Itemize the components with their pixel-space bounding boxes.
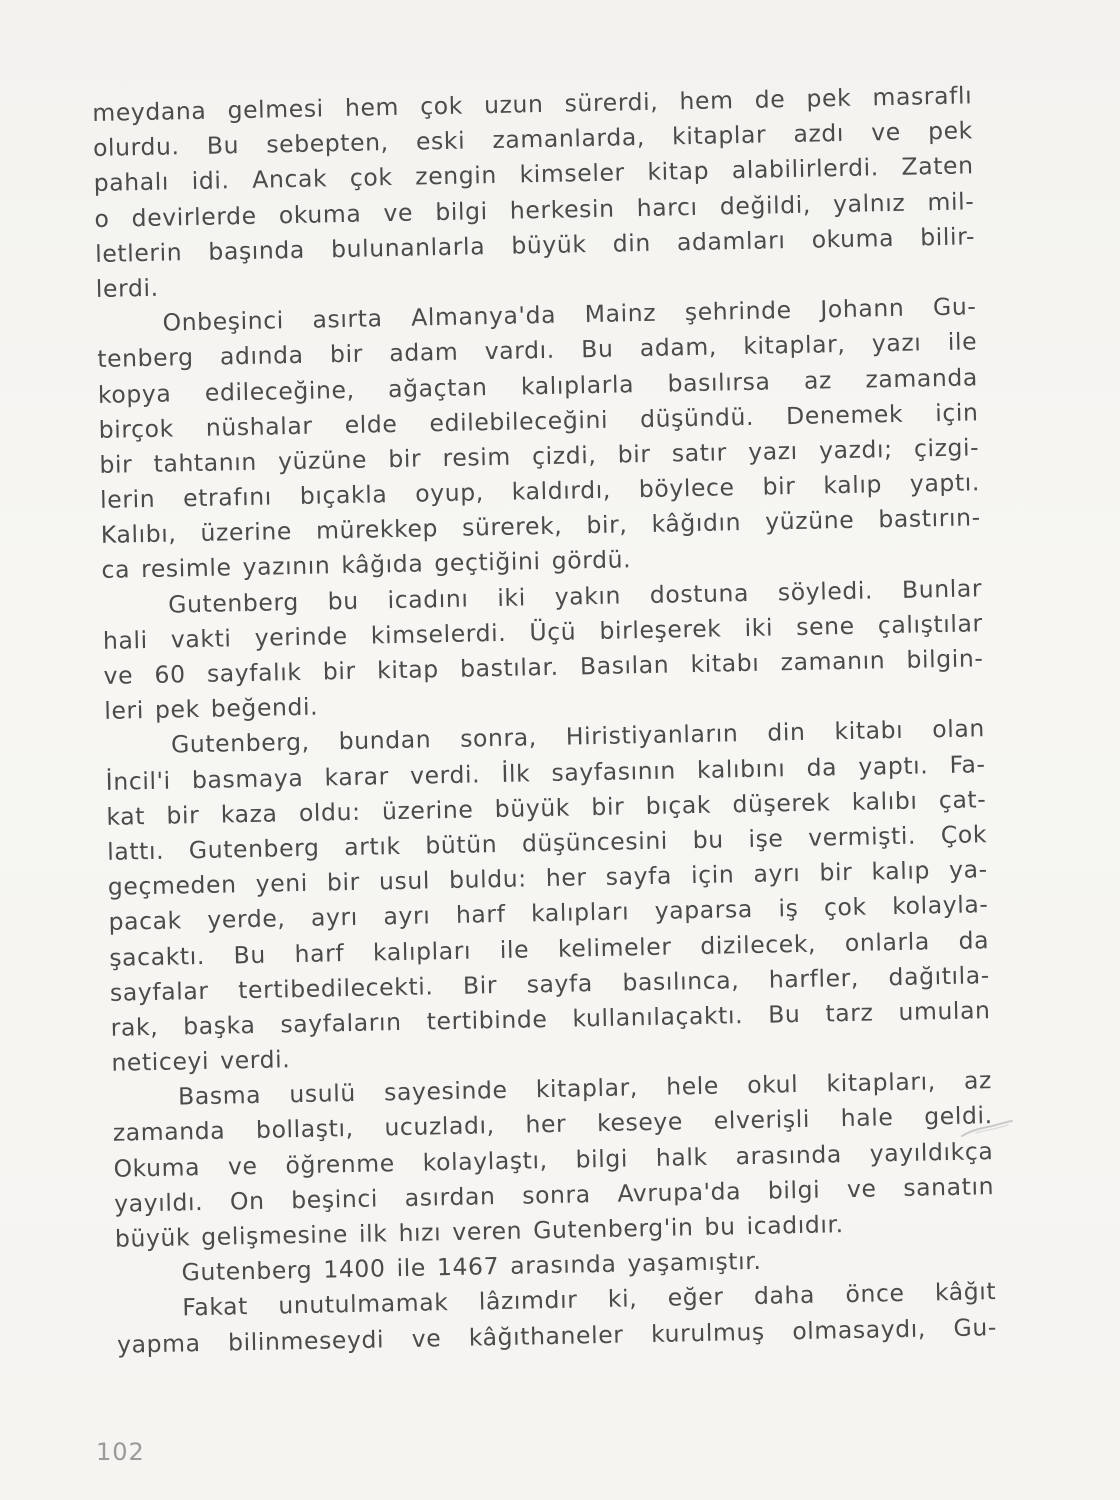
text-line: Okuma ve öğrenme kolaylaştı, bilgi halk arasında yayıldıkça [113, 1136, 994, 1183]
text-line: o devirlerde okuma ve bilgi herkesin harcı değildi, yalnız mil- [94, 186, 975, 233]
text-line: İncil'i basmaya karar verdi. İlk sayfasının kalıbını da yaptı. Fa- [105, 749, 986, 796]
text-line: yapma bilinmeseydi ve kâğıthaneler kurulmuş olmasaydı, Gu- [116, 1312, 998, 1359]
text-line: yayıldı. On beşinci asırdan sonra Avrupa'da bilgi ve sanatın [113, 1171, 995, 1218]
text-line: şacaktı. Bu harf kalıpları ile kelimeler dizilecek, onlarla da [109, 925, 990, 972]
text-line: kopya edileceğine, ağaçtan kalıplarla basılırsa az zamanda [97, 362, 979, 409]
text-line: rak, başka sayfaların tertibinde kullanılaçaktı. Bu tarz umulan [110, 996, 991, 1042]
text-line: birçok nüshalar elde edilebileceğini düşündü. Denemek için [98, 397, 979, 444]
text-line: lerdi. [95, 273, 159, 303]
text-line: Fakat unutulmamak lâzımdır ki, eğer daha önce kâğıt [182, 1277, 997, 1322]
text-line: Gutenberg 1400 ile 1467 arasında yaşamıştır. [181, 1246, 762, 1287]
text-line: büyük gelişmesine ilk hızı veren Gutenberg'in bu icadıdır. [114, 1210, 844, 1253]
text-line: tenberg adında bir adam vardı. Bu adam, kitaplar, yazı ile [97, 327, 978, 374]
text-line: leri pek beğendi. [104, 692, 319, 726]
text-line: geçmeden yeni bir usul buldu: her sayfa için ayrı bir kalıp ya- [107, 855, 988, 901]
text-line: ca resimle yazının kâğıda geçtiğini gördü. [101, 545, 632, 585]
text-line: hali vakti yerinde kimselerdi. Üçü birleşerek iki sene çalıştılar [102, 609, 984, 655]
text-line: Kalıbı, üzerine mürekkep sürerek, bir, kâğıdın yüzüne bastırın- [100, 503, 981, 550]
text-line: olurdu. Bu sebepten, eski zamanlarda, kitaplar azdı ve pek [92, 116, 974, 163]
text-line: sayfalar tertibedilecekti. Bir sayfa basılınca, harfler, dağıtıla- [109, 960, 991, 1007]
text-line: pacak yerde, ayrı ayrı harf kalıpları yaparsa iş çok kolayla- [108, 890, 989, 937]
text-line: ve 60 sayfalık bir kitap bastılar. Basılan kitabı zamanın bilgin- [103, 644, 984, 690]
body-text [92, 78, 997, 1362]
text-line: bir tahtanın yüzüne bir resim çizdi, bir satır yazı yazdı; çizgi- [99, 433, 980, 479]
text-line: letlerin başında bulunanlarla büyük din adamları okuma bilir- [94, 222, 976, 268]
text-line: Basma usulü sayesinde kitaplar, hele okul kitapları, az [177, 1066, 993, 1111]
text-line: pahalı idi. Ancak çok zengin kimseler kitap alabilirlerdi. Zaten [93, 151, 974, 198]
text-line: meydana gelmesi hem çok uzun sürerdi, hem de pek masraflı [92, 81, 973, 127]
text-line: Gutenberg bu icadını iki yakın dostuna söyledi. Bunlar [167, 573, 983, 619]
text-line: Gutenberg, bundan sonra, Hiristiyanların din kitabı olan [170, 714, 986, 759]
text-line: lattı. Gutenberg artık bütün düşüncesini bu işe vermişti. Çok [106, 820, 988, 866]
text-line: kat bir kaza oldu: üzerine büyük bir bıçak düşerek kalıbı çat- [106, 784, 987, 831]
text-line: zamanda bollaştı, ucuzladı, her keseye elverişli hale geldi. [112, 1101, 993, 1148]
page-number: 102 [96, 1438, 145, 1466]
text-line: lerin etrafını bıçakla oyup, kaldırdı, böylece bir kalıp yaptı. [99, 468, 981, 514]
ink-smudge-icon [958, 1118, 1014, 1140]
text-line: neticeyi verdi. [111, 1045, 291, 1077]
text-line: Onbeşinci asırta Almanya'da Mainz şehrinde Johann Gu- [162, 292, 977, 337]
